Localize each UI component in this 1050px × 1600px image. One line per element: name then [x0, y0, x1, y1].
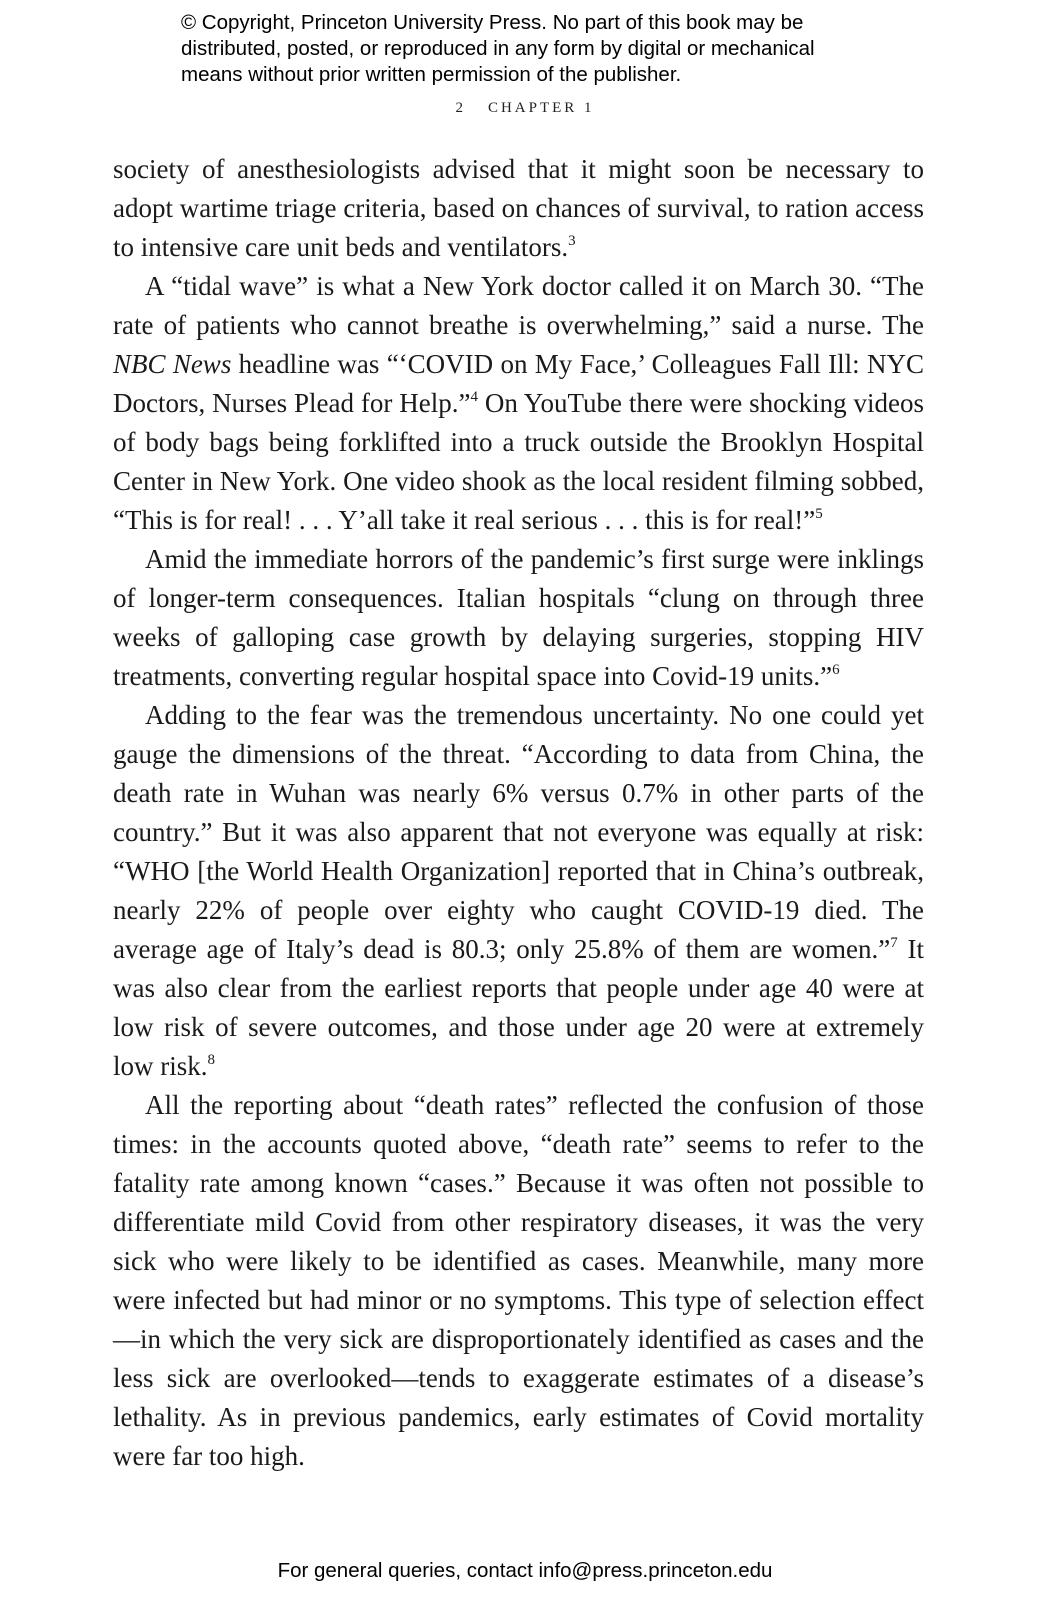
- paragraph: [113, 540, 924, 696]
- paragraph-text: A “tidal wave” is what a New York doctor called it on March 30. “The rate of patients who cannot breathe is overwhelming,” said a nurse. The: [113, 271, 924, 340]
- paragraph: [113, 1086, 924, 1476]
- running-head: [0, 100, 1050, 117]
- paragraph-text: All the reporting about “death rates” reflected the confusion of those times: in the accounts quoted above, “death rate” seems to refer to the fatality rate among known “cases.” Because it was often not possible to differentiate mild Covid from other respiratory diseases, it was the very sick who were likely to be identified as cases. Meanwhile, many more were infected but had minor or no symptoms. This type of selection effect—in which the very sick are disproportionately identified as cases and the less sick are overlooked—tends to exaggerate estimates of a disease’s lethality. As in previous pandemics, early estimates of Covid mortality were far too high.: [113, 1090, 924, 1471]
- paragraph-text: headline was “‘COVID on My Face,’ Colleagues Fall Ill: NYC Doctors, Nurses Plead for Help.”: [113, 349, 924, 418]
- paragraph-text: It was also clear from the earliest reports that people under age 40 were at low risk of severe outcomes, and those under age 20 were at extremely low risk.: [113, 934, 925, 1081]
- copyright-line: distributed, posted, or reproduced in any form by digital or mechanical: [181, 37, 815, 60]
- paragraph-text: society of anesthesiologists advised that it might soon be necessary to adopt wartime triage criteria, based on chances of survival, to ration access to intensive care unit beds and ventilators.: [113, 154, 924, 262]
- copyright-notice: [181, 10, 901, 88]
- paragraph-text: Adding to the fear was the tremendous uncertainty. No one could yet gauge the dimensions of the threat. “According to data from China, the death rate in Wuhan was nearly 6% versus 0.7% in other parts of the country.” But it was also apparent that not everyone was equally at risk: “WHO [the World Health Organization] reported that in China’s outbreak, nearly 22% of people over eighty who caught COVID-19 died. The average age of Italy’s dead is 80.3; only 25.8% of them are women.”: [113, 700, 924, 964]
- footnote-ref[interactable]: 6: [832, 662, 840, 678]
- paragraph: [113, 267, 924, 540]
- page-number: 2: [455, 100, 466, 116]
- footnote-ref[interactable]: 7: [890, 935, 898, 951]
- copyright-line: means without prior written permission of the publisher.: [181, 63, 682, 86]
- footnote-ref[interactable]: 5: [815, 506, 823, 522]
- paragraph-text: Amid the immediate horrors of the pandemic’s first surge were inklings of longer-term consequences. Italian hospitals “clung on through three weeks of galloping case growth by delaying surgeries, stopping HIV treatments, converting regular hospital space into Covid-19 units.”: [113, 544, 924, 691]
- footnote-ref[interactable]: 3: [568, 233, 576, 249]
- chapter-label: CHAPTER 1: [487, 100, 595, 116]
- footnote-ref[interactable]: 4: [470, 389, 478, 405]
- copyright-line: © Copyright, Princeton University Press. No part of this book may be: [181, 11, 804, 34]
- paragraph-text: On YouTube there were shocking videos of body bags being forklifted into a truck outside the Brooklyn Hospital Center in New York. One video shook as the local resident filming sobbed, “This is for real! . . . Y’all take it real serious . . . this is for real!”: [113, 388, 924, 535]
- paragraph: [113, 696, 924, 1086]
- paragraph: [113, 150, 924, 267]
- footnote-ref[interactable]: 8: [207, 1052, 215, 1068]
- body-text: [113, 150, 924, 1476]
- publication-title: NBC News: [113, 349, 232, 379]
- footer-contact: For general queries, contact info@press.princeton.edu: [277, 1559, 773, 1582]
